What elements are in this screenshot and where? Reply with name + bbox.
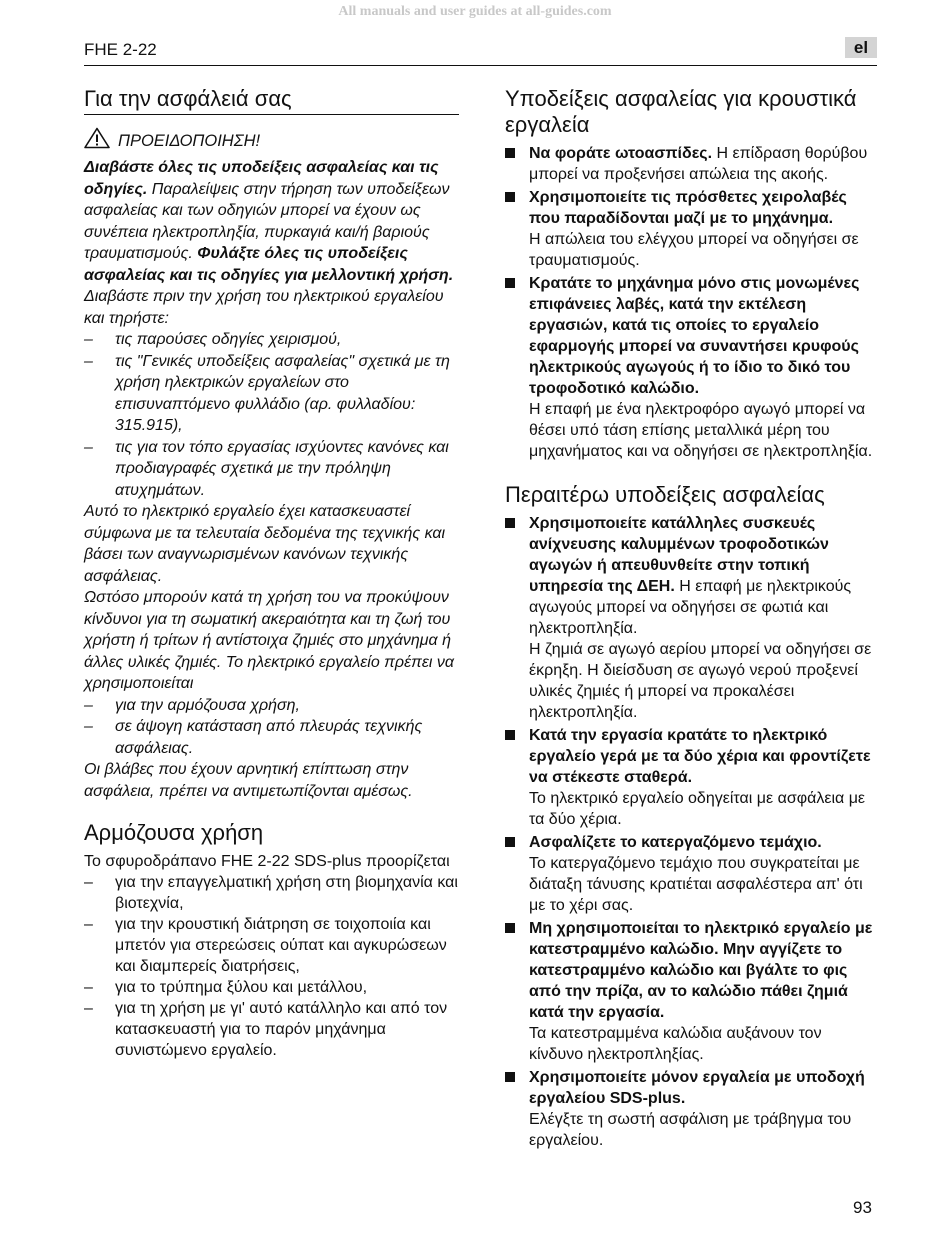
- intro-bold-1: Διαβάστε όλες τις υποδείξεις ασφαλείας και τις οδηγίες.: [84, 159, 439, 198]
- use-list-item: – σε άψογη κατάσταση από πλευράς τεχνικής ασφάλειας.: [84, 718, 423, 757]
- header-model: FHE 2-22: [84, 40, 157, 59]
- language-badge: el: [845, 37, 877, 58]
- intro-text-1: Παραλείψεις στην τήρηση των υποδείξεων ασφαλείας και των οδηγιών μπορεί να έχουν ως συνέπεια ηλεκτροπληξία, πυρκαγιά και/ή βαριούς τραυματισμούς.: [84, 180, 450, 262]
- watermark: All manuals and user guides at all-guides.com: [338, 4, 612, 19]
- bullet-square-icon: [505, 1072, 515, 1082]
- bullet-square-icon: [505, 730, 515, 740]
- impact-bullet: Χρησιμοποιείτε τις πρόσθετες χειρολαβές που παραδίδονται μαζί με το μηχάνημα. Η απώλεια του ελέγχου μπορεί να οδηγήσει σε τραυματισμούς.: [505, 187, 880, 271]
- bullet-square-icon: [505, 923, 515, 933]
- intended-use-title: Αρμόζουσα χρήση: [84, 820, 264, 845]
- impact-bullet: Κρατάτε το μηχάνημα μόνο στις μονωμένες επιφάνειες λαβές, κατά την εκτέλεση εργασιών, κατά τις οποίες το εργαλείο εφαρμογής μπορεί να συναντήσει κρυφούς ηλεκτρικούς αγωγούς ή το ίδιο το δικό του τροφοδοτικό καλώδιο. Η επαφή με ένα ηλεκτροφόρο αγωγό μπορεί να θέσει υπό τάση επίσης μεταλλικά μέρη του μηχανήματος και να οδηγήσει σε ηλεκτροπληξία.: [505, 273, 880, 462]
- intended-list-item: – για την κρουστική διάτρηση σε τοιχοποιία και μπετόν για στερεώσεις ούπατ και αγκυρώσεων και διαμπερείς διατρήσεις,: [84, 916, 447, 975]
- impact-tools-title: Υποδείξεις ασφαλείας για κρουστικά εργαλεία: [505, 86, 857, 137]
- warning-title: ΠΡΟΕΙΔΟΠΟΙΗΣΗ!: [118, 132, 261, 150]
- further-bullet: Χρησιμοποιείτε μόνον εργαλεία με υποδοχή εργαλείου SDS-plus. Ελέγξτε τη σωστή ασφάλιση με τράβηγμα του εργαλείου.: [505, 1067, 880, 1151]
- further-bullet: Μη χρησιμοποιείται το ηλεκτρικό εργαλείο με κατεστραμμένο καλώδιο. Μην αγγίζετε το κατεστραμμένο καλώδιο και βγάλτε το φις από την πρίζα, αν το καλώδιο πάθει ζημιά κατά την εργασία. Τα κατεστραμμένα καλώδια αυξάνουν τον κίνδυνο ηλεκτροπληξίας.: [505, 918, 880, 1065]
- right-column: [505, 86, 880, 1153]
- safety-title: Για την ασφάλειά σας: [84, 86, 459, 115]
- intended-list-item: – για την επαγγελματική χρήση στη βιομηχανία και βιοτεχνία,: [84, 874, 458, 912]
- page-number: 93: [853, 1198, 872, 1217]
- further-bullet: Κατά την εργασία κρατάτε το ηλεκτρικό εργαλείο γερά με τα δύο χέρια και φροντίζετε να στέκεστε σταθερά. Το ηλεκτρικό εργαλείο οδηγείται με ασφάλεια με τα δύο χέρια.: [505, 725, 880, 830]
- read-list-item: – τις για τον τόπο εργασίας ισχύοντες κανόνες και προδιαγραφές σχετικά με την πρόληψη ατυχημάτων.: [84, 438, 449, 499]
- faults-paragraph: Οι βλάβες που έχουν αρνητική επίπτωση στην ασφάλεια, πρέπει να αντιμετωπίζονται αμέσως.: [84, 761, 413, 800]
- further-bullet: Ασφαλίζετε το κατεργαζόμενο τεμάχιο. Το κατεργαζόμενο τεμάχιο που συγκρατείται με διάταξη τάνυσης κρατιέται ασφαλέστερα απ' ότι με το χέρι σας.: [505, 832, 880, 916]
- intended-list-item: – για το τρύπημα ξύλου και μετάλλου,: [84, 979, 368, 996]
- bullet-square-icon: [505, 278, 515, 288]
- bullet-square-icon: [505, 148, 515, 158]
- header-divider: [84, 65, 877, 66]
- warning-triangle-icon: [84, 127, 110, 155]
- construction-paragraph: Αυτό το ηλεκτρικό εργαλείο έχει κατασκευαστεί σύμφωνα με τα τελευταία δεδομένα της τεχνικής και βάσει των αναγνωρισμένων κανόνων τεχνικής ασφάλειας.: [84, 503, 446, 585]
- danger-paragraph: Ωστόσο μπορούν κατά τη χρήση του να προκύψουν κίνδυνοι για τη σωματική ακεραιότητα και τη ζωή του χρήστη ή τρίτων ή αντίστοιχα ζημιές στο μηχάνημα ή άλλες υλικές ζημιές. Το ηλεκτρικό εργαλείο πρέπει να χρησιμοποιείται: [84, 589, 454, 692]
- use-list-item: – για την αρμόζουσα χρήση,: [84, 696, 300, 714]
- further-bullet: Χρησιμοποιείτε κατάλληλες συσκευές ανίχνευσης καλυμμένων τροφοδοτικών αγωγών ή απευθυνθείτε στην τοπική υπηρεσία της ΔΕΗ. Η επαφή με ηλεκτρικούς αγωγούς μπορεί να οδηγήσει σε φωτιά και ηλεκτροπληξία. Η ζημιά σε αγωγό αερίου μπορεί να οδηγήσει σε έκρηξη. Η διείσδυση σε αγωγό νερού προξενεί υλικές ζημιές ή μπορεί να προκαλέσει ηλεκτροπληξία.: [505, 513, 880, 723]
- bullet-square-icon: [505, 837, 515, 847]
- left-column: [84, 86, 459, 1061]
- intended-use-intro: Το σφυροδράπανο FHE 2-22 SDS-plus προορίζεται: [84, 853, 450, 870]
- bullet-square-icon: [505, 518, 515, 528]
- bullet-square-icon: [505, 192, 515, 202]
- intro-paragraph: [84, 157, 459, 286]
- further-safety-title: Περαιτέρω υποδείξεις ασφαλείας: [505, 482, 825, 507]
- impact-bullet: Να φοράτε ωτοασπίδες. Η επίδραση θορύβου μπορεί να προξενήσει απώλεια της ακοής.: [505, 143, 880, 185]
- before-use-paragraph: Διαβάστε πριν την χρήση του ηλεκτρικού εργαλείου και τηρήστε:: [84, 288, 444, 327]
- read-list-item: – τις παρούσες οδηγίες χειρισμού,: [84, 331, 342, 348]
- intro-bold-2: Φυλάξτε όλες τις υποδείξεις ασφαλείας και τις οδηγίες για μελλοντική χρήση.: [84, 245, 454, 284]
- intended-list-item: – για τη χρήση με γι' αυτό κατάλληλο και από τον κατασκευαστή για το παρόν μηχάνημα συνιστώμενο εργαλείο.: [84, 1000, 448, 1059]
- read-list-item: – τις "Γενικές υποδείξεις ασφαλείας" σχετικά με τη χρήση ηλεκτρικών εργαλείων στο επισυναπτόμενο φυλλάδιο (αρ. φυλλαδίου: 315.915),: [84, 352, 450, 434]
- warning-heading: [84, 127, 459, 155]
